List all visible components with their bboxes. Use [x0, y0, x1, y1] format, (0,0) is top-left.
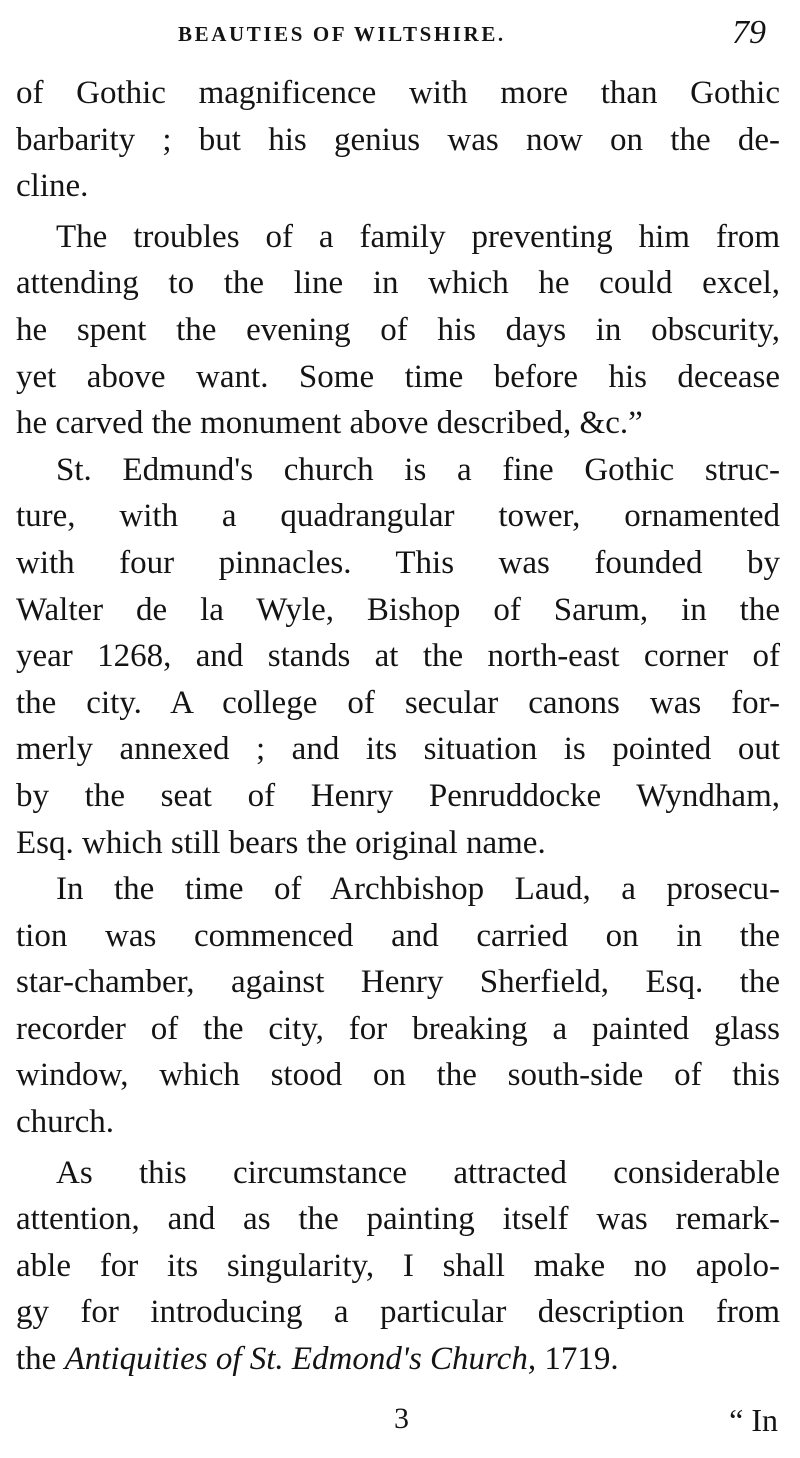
text-line: recorder of the city, for breaking a painted glass	[16, 1010, 780, 1047]
text-line: with four pinnacles. This was founded by	[16, 544, 780, 581]
signature-mark: 3	[394, 1402, 409, 1435]
text-line: tion was commenced and carried on in the	[16, 917, 780, 954]
text-line: gy for introducing a particular description from	[16, 1294, 780, 1331]
text-line: of Gothic magnificence with more than Gothic	[16, 75, 780, 111]
page-foot	[0, 1402, 800, 1450]
line-prefix: the	[16, 1341, 65, 1378]
line-suffix: 1719.	[536, 1341, 619, 1378]
text-line: the city. A college of secular canons was for-	[16, 684, 780, 721]
text-line: star-chamber, against Henry Sherfield, Esq. the	[16, 964, 780, 1001]
text-line: year 1268, and stands at the north-east corner of	[16, 638, 780, 675]
text-line: barbarity ; but his genius was now on the de-	[16, 121, 780, 158]
text-line: he spent the evening of his days in obscurity,	[16, 311, 780, 348]
text-line: merly annexed ; and its situation is pointed out	[16, 731, 780, 768]
paragraph-first-line: St. Edmund's church is a fine Gothic struc-	[56, 451, 780, 488]
text-line: Esq. which still bears the original name.	[16, 824, 546, 861]
text-line: he carved the monument above described, &c.”	[16, 405, 643, 442]
text-line: able for its singularity, I shall make no apolo-	[16, 1247, 780, 1284]
body-text	[16, 70, 780, 1383]
page-number: 79	[732, 14, 766, 51]
catchword: “ In	[729, 1402, 778, 1438]
text-line: attending to the line in which he could excel,	[16, 265, 780, 302]
text-line: attention, and as the painting itself was remark-	[16, 1201, 780, 1238]
text-line: ture, with a quadrangular tower, ornamented	[16, 498, 780, 535]
text-line: window, which stood on the south-side of this	[16, 1057, 780, 1094]
paragraph-first-line: The troubles of a family preventing him from	[56, 218, 780, 255]
text-line: cline.	[16, 168, 89, 205]
paragraph-first-line: In the time of Archbishop Laud, a prosecu-	[56, 871, 780, 908]
text-line: by the seat of Henry Penruddocke Wyndham,	[16, 777, 780, 814]
text-line: yet above want. Some time before his decease	[16, 358, 780, 395]
text-line-with-title	[16, 1336, 780, 1383]
paragraph-first-line: As this circumstance attracted considerable	[56, 1154, 780, 1191]
running-head	[0, 14, 800, 62]
italic-book-title: Antiquities of St. Edmond's Church,	[64, 1341, 537, 1378]
text-line: Walter de la Wyle, Bishop of Sarum, in the	[16, 591, 780, 628]
text-line: church.	[16, 1104, 115, 1141]
running-title: BEAUTIES OF WILTSHIRE.	[178, 22, 506, 46]
